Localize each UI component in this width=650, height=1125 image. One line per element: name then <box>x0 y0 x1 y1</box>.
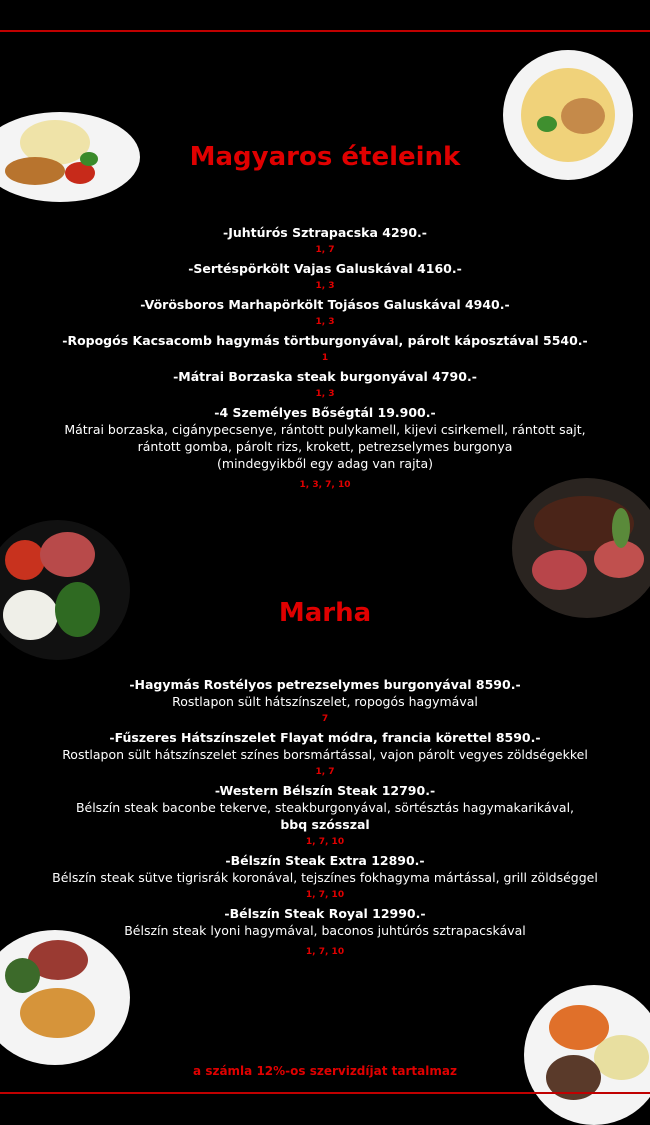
section-title-hungarian: Magyaros ételeink <box>189 142 461 172</box>
food-photo-beef-vegetables <box>0 520 130 660</box>
allergen-codes: 1, 3 <box>315 389 335 399</box>
top-divider <box>0 30 650 32</box>
menu-item-name: -Juhtúrós Sztrapacska 4290.- <box>223 225 427 240</box>
food-photo-steak-pan <box>512 478 650 618</box>
menu-item <box>20 905 630 962</box>
menu-item <box>20 404 630 495</box>
section-title-beef: Marha <box>278 598 372 628</box>
menu-item <box>20 224 630 260</box>
menu-item-name: -Bélszín Steak Royal 12990.- <box>224 906 426 921</box>
menu-item-description: Mátrai borzaska, cigánypecsenye, rántott pulykamell, kijevi csirkemell, rántott sajt, <box>64 422 586 437</box>
menu-item <box>20 852 630 905</box>
menu-item-name: -4 Személyes Bőségtál 19.900.- <box>214 405 436 420</box>
menu-list-hungarian <box>20 224 630 495</box>
menu-list-beef <box>20 676 630 962</box>
menu-item-description: Rostlapon sült hátszínszelet, ropogós hagymával <box>172 694 478 709</box>
menu-item-name: -Fűszeres Hátszínszelet Flayat módra, francia körettel 8590.- <box>109 730 541 745</box>
menu-item-name: -Vörösboros Marhapörkölt Tojásos Galuskával 4940.- <box>140 297 510 312</box>
menu-item <box>20 296 630 332</box>
bottom-divider <box>0 1092 650 1094</box>
menu-item <box>20 368 630 404</box>
allergen-codes: 1 <box>321 353 329 363</box>
menu-item <box>20 260 630 296</box>
menu-item-description: Bélszín steak sütve tigrisrák koronával, tejszínes fokhagyma mártással, grill zöldséggel <box>52 870 598 885</box>
allergen-codes: 1, 7, 10 <box>305 947 345 957</box>
menu-item-description: (mindegyikből egy adag van rajta) <box>217 456 433 471</box>
menu-item-description: Bélszín steak lyoni hagymával, baconos juhtúrós sztrapacskával <box>124 923 526 938</box>
menu-item-name: -Bélszín Steak Extra 12890.- <box>225 853 425 868</box>
service-charge-note: a számla 12%-os szervizdíjat tartalmaz <box>193 1064 457 1078</box>
menu-item <box>20 676 630 729</box>
allergen-codes: 7 <box>321 714 329 724</box>
menu-item <box>20 782 630 852</box>
menu-item-description-bold: bbq szósszal <box>280 817 370 832</box>
allergen-codes: 1, 7 <box>315 767 335 777</box>
allergen-codes: 1, 7, 10 <box>305 890 345 900</box>
allergen-codes: 1, 3 <box>315 317 335 327</box>
menu-item-description: Rostlapon sült hátszínszelet színes borsmártással, vajon párolt vegyes zöldségekkel <box>62 747 588 762</box>
menu-item <box>20 332 630 368</box>
menu-item-name: -Ropogós Kacsacomb hagymás törtburgonyával, párolt káposztával 5540.- <box>62 333 588 348</box>
food-photo-carrots-puree <box>524 985 650 1125</box>
allergen-codes: 1, 3 <box>315 281 335 291</box>
menu-item-name: -Western Bélszín Steak 12790.- <box>214 783 436 798</box>
allergen-codes: 1, 3, 7, 10 <box>299 480 351 490</box>
menu-item-name: -Mátrai Borzaska steak burgonyával 4790.- <box>173 369 477 384</box>
menu-item-description: Bélszín steak baconbe tekerve, steakburgonyával, sörtésztás hagymakarikával, <box>75 800 575 815</box>
allergen-codes: 1, 7, 10 <box>305 837 345 847</box>
menu-item <box>20 729 630 782</box>
menu-item-name: -Sertéspörkölt Vajas Galuskával 4160.- <box>188 261 462 276</box>
menu-item-description: rántott gomba, párolt rizs, krokett, petrezselymes burgonya <box>137 439 513 454</box>
allergen-codes: 1, 7 <box>315 245 335 255</box>
menu-item-name: -Hagymás Rostélyos petrezselymes burgonyával 8590.- <box>129 677 521 692</box>
